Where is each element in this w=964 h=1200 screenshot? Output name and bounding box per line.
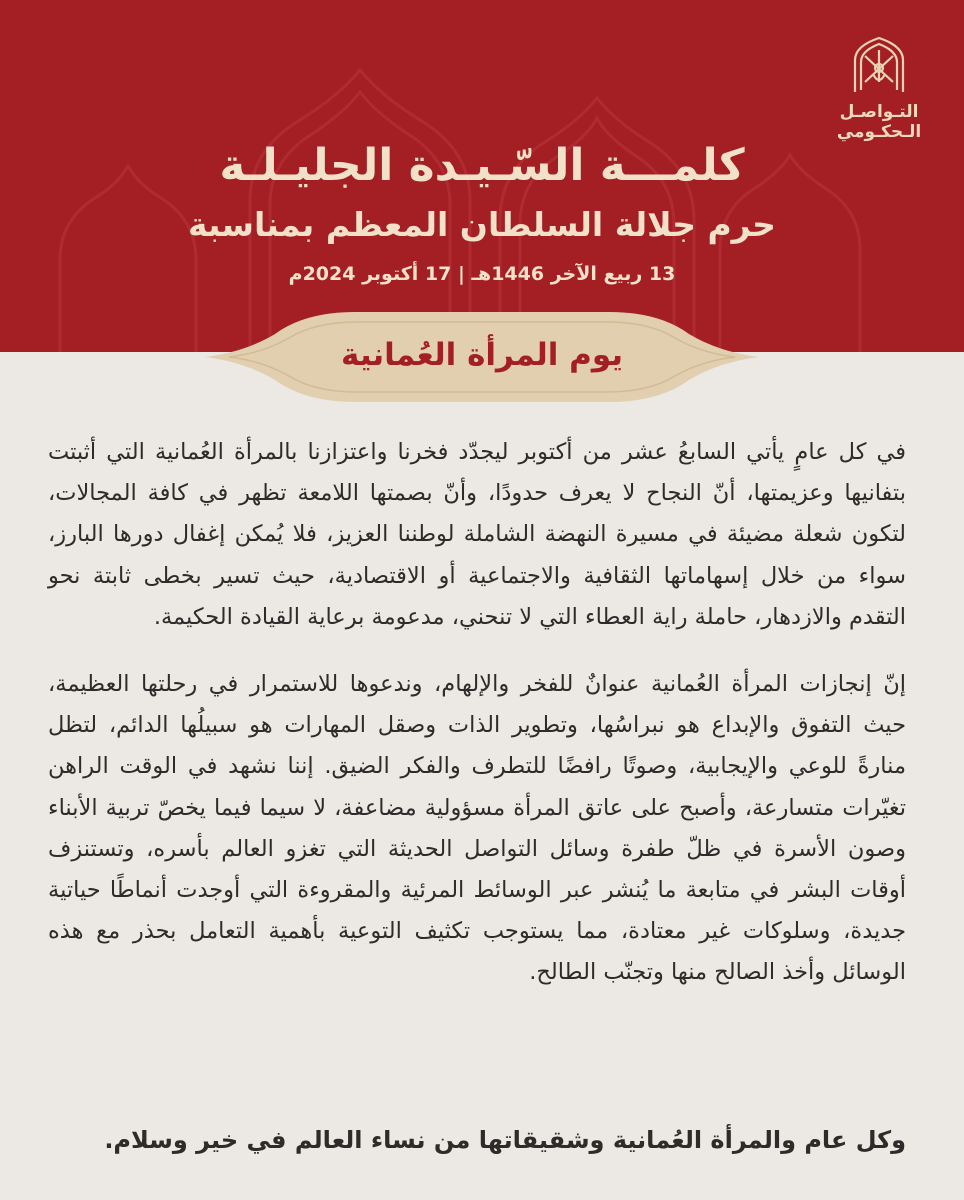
date-line: 13 ربيع الآخر 1446هـ | 17 أكتوبر 2024م [288,263,676,285]
speech-body [48,432,906,1020]
occasion-banner [205,304,759,410]
government-communication-logo [820,34,938,142]
header-panel [0,0,964,352]
banner-label: يوم المرأة العُمانية [341,337,623,373]
logo-text-line2: الـحكـومي [836,122,922,142]
page-title: كلمـــة السّـيـدة الجليـلـة [219,140,745,191]
speech-paragraph-1: في كل عامٍ يأتي السابعُ عشر من أكتوبر ليجدّد فخرنا واعتزازنا بالمرأة العُمانية التي أثبتت بتفانيها وعزيمتها، أنّ النجاح لا يعرف حدودًا، وأنّ بصمتها اللامعة تظهر في كافة المجالات، لتكون شعلة مضيئة في مسيرة النهضة الشاملة لوطننا العزيز، فلا يُمكن إغفال دورها البارز، سواء من خلال إسهاماتها الثقافية والاجتماعية أو الاقتصادية، حيث تسير بخطى ثابتة نحو التقدم والازدهار، حاملة راية العطاء التي لا تنحني، مدعومة برعاية القيادة الحكيمة. [48,439,906,630]
speech-closing: وكل عام والمرأة العُمانية وشقيقاتها من نساء العالم في خير وسلام. [104,1126,906,1154]
speech-paragraph-2: إنّ إنجازات المرأة العُمانية عنوانٌ للفخر والإلهام، وندعوها للاستمرار في رحلتها العظيمة، حيث التفوق والإبداع هو نبراسُها، وتطوير الذات وصقل المهارات هو سبيلُها الدائم، لتظل منارةً للوعي والإيجابية، وصوتًا رافضًا للتطرف والفكر الضيق. إننا نشهد في الوقت الراهن تغيّرات متسارعة، وأصبح على عاتق المرأة مسؤولية مضاعفة، لا سيما فيما يخصّ تربية الأبناء وصون الأسرة في ظلّ طفرة وسائل التواصل الحديثة التي تغزو العالم بأسره، وتستنزف أوقات البشر في متابعة ما يُنشر عبر الوسائط المرئية والمقروءة التي أوجدت أنماطًا حياتية جديدة، وسلوكات غير معتادة، مما يستوجب تكثيف التوعية بأهمية التعامل بحذر مع هذه الوسائل وأخذ الصالح منها وتجنّب الطالح. [48,671,906,986]
page-subtitle: حرم جلالة السلطان المعظم بمناسبة [188,205,776,244]
oman-emblem-icon [849,34,909,96]
logo-text-line1: التـواصـل [839,102,919,122]
